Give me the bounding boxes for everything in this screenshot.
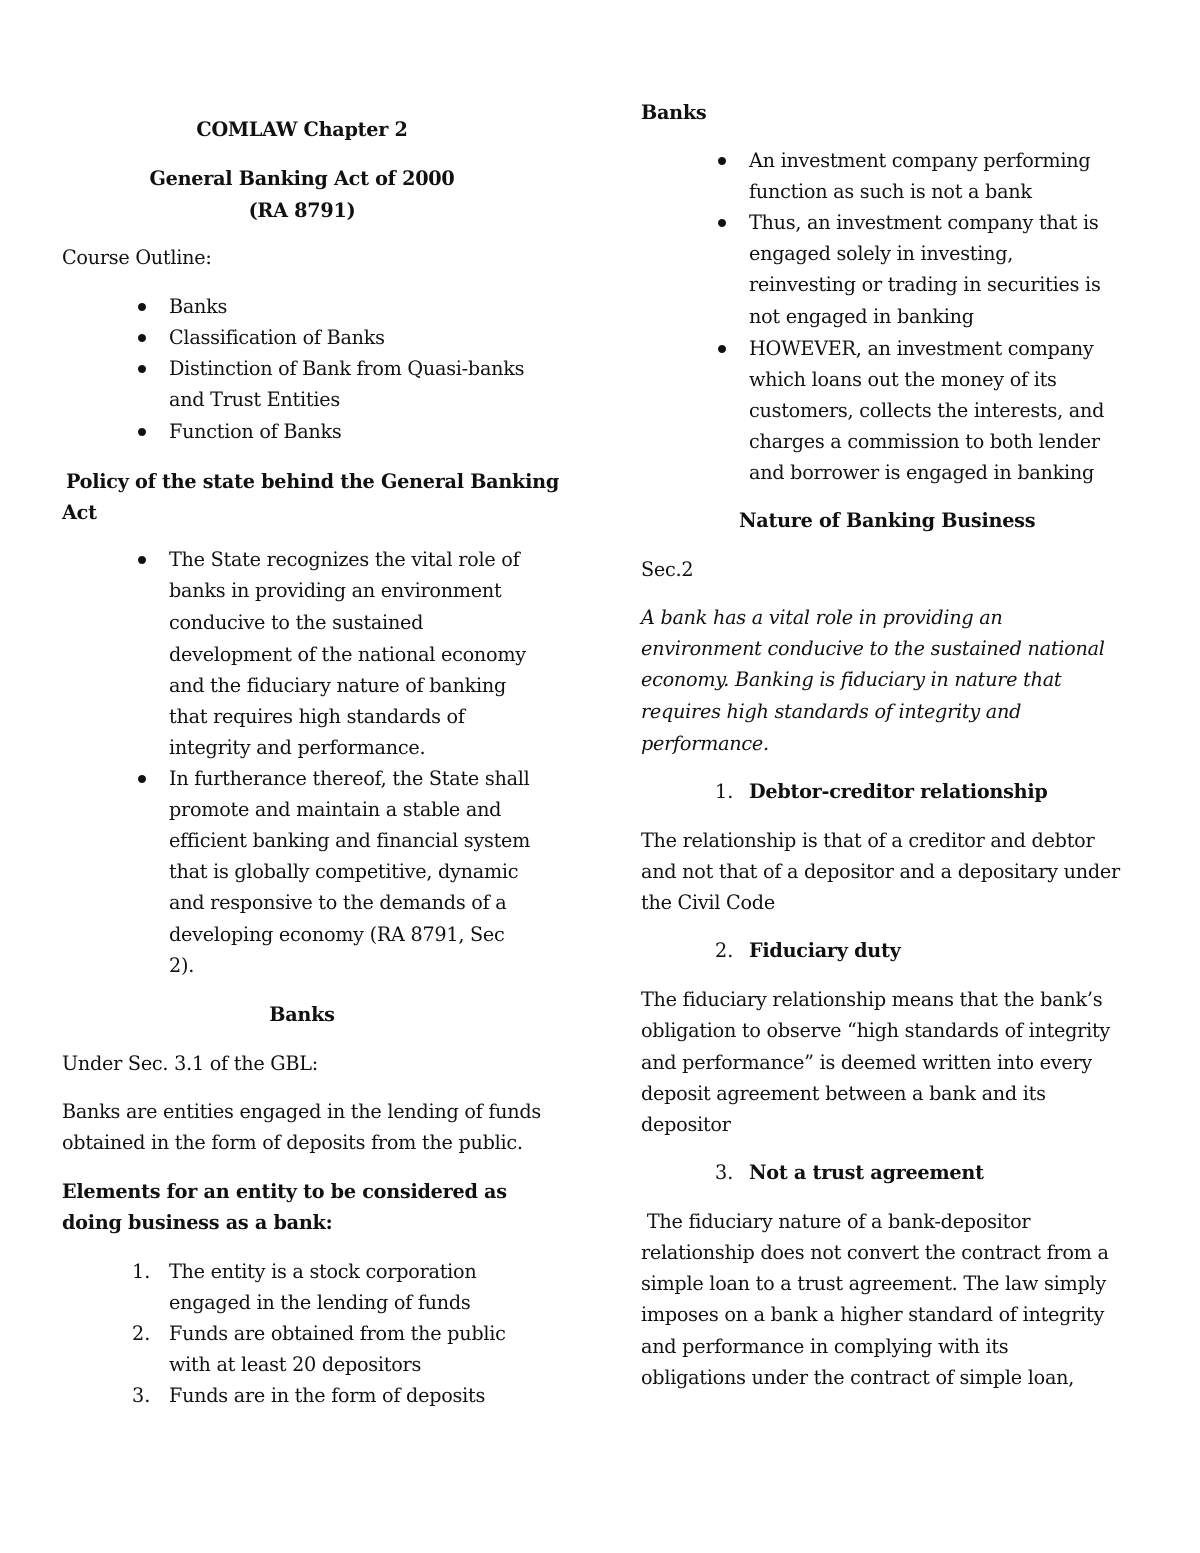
policy-text: that requires high standards of (169, 705, 465, 728)
under-sec-text: Under Sec. 3.1 of the GBL: (62, 1052, 318, 1075)
sec2-text: environment conducive to the sustained national (641, 637, 1105, 660)
list-number: 1. (715, 780, 734, 803)
element-text: engaged in the lending of funds (169, 1291, 471, 1314)
policy-heading: Act (62, 501, 97, 524)
item-body: obligation to observe “high standards of integrity (641, 1019, 1111, 1042)
item-body: imposes on a bank a higher standard of integrity (641, 1303, 1105, 1326)
policy-text: In furtherance thereof, the State shall (169, 767, 530, 790)
nature-heading: Nature of Banking Business (739, 509, 1036, 532)
item-title: Fiduciary duty (749, 939, 901, 962)
bullet-icon (138, 334, 146, 342)
bullet-text: and borrower is engaged in banking (749, 461, 1095, 484)
item-title: Not a trust agreement (749, 1161, 984, 1184)
sec2-text: requires high standards of integrity and (641, 700, 1022, 723)
bullet-text: engaged solely in investing, (749, 242, 1014, 265)
item-body: The relationship is that of a creditor and debtor (641, 829, 1095, 852)
bullet-text: function as such is not a bank (749, 180, 1032, 203)
item-body: simple loan to a trust agreement. The law simply (641, 1272, 1106, 1295)
banks-heading: Banks (641, 101, 707, 124)
item-body: depositor (641, 1113, 731, 1136)
bullet-text: customers, collects the interests, and (749, 399, 1105, 422)
bullet-text: charges a commission to both lender (749, 430, 1100, 453)
policy-text: that is globally competitive, dynamic (169, 860, 519, 883)
element-text: The entity is a stock corporation (169, 1260, 477, 1283)
list-number: 3. (715, 1161, 734, 1184)
bullet-text: HOWEVER, an investment company (749, 337, 1094, 360)
bullet-text: not engaged in banking (749, 305, 974, 328)
sec2-text: economy. Banking is fiduciary in nature that (641, 668, 1062, 691)
item-body: and performance” is deemed written into every (641, 1051, 1092, 1074)
bullet-text: Thus, an investment company that is (749, 211, 1099, 234)
item-body: the Civil Code (641, 891, 775, 914)
sec2-label: Sec.2 (641, 558, 694, 581)
policy-text: The State recognizes the vital role of (169, 548, 520, 571)
bullet-icon (138, 428, 146, 436)
item-body: obligations under the contract of simple loan, (641, 1366, 1075, 1389)
item-body: relationship does not convert the contract from a (641, 1241, 1109, 1264)
outline-item: Banks (169, 295, 228, 318)
list-number: 2. (132, 1322, 151, 1345)
policy-text: conducive to the sustained (169, 611, 424, 634)
bullet-icon (138, 775, 146, 783)
list-number: 2. (715, 939, 734, 962)
elements-heading: doing business as a bank: (62, 1211, 333, 1234)
banks-definition: obtained in the form of deposits from the public. (62, 1131, 523, 1154)
list-number: 1. (132, 1260, 151, 1283)
item-body: The fiduciary relationship means that the bank’s (641, 988, 1103, 1011)
bullet-text: which loans out the money of its (749, 368, 1057, 391)
bullet-icon (138, 556, 146, 564)
outline-item: and Trust Entities (169, 388, 340, 411)
bullet-icon (718, 219, 726, 227)
item-title: Debtor-creditor relationship (749, 780, 1048, 803)
outline-item: Distinction of Bank from Quasi-banks (169, 357, 525, 380)
course-outline-label: Course Outline: (62, 246, 212, 269)
bullet-text: reinvesting or trading in securities is (749, 273, 1101, 296)
sec2-text: performance. (641, 732, 769, 755)
policy-text: banks in providing an environment (169, 579, 502, 602)
document-title: COMLAW Chapter 2 (196, 118, 408, 141)
banks-heading: Banks (269, 1003, 335, 1026)
outline-item: Classification of Banks (169, 326, 385, 349)
item-body: and not that of a depositor and a depositary under (641, 860, 1120, 883)
item-body: deposit agreement between a bank and its (641, 1082, 1046, 1105)
bullet-icon (718, 345, 726, 353)
element-text: Funds are obtained from the public (169, 1322, 506, 1345)
policy-text: integrity and performance. (169, 736, 426, 759)
sec2-text: A bank has a vital role in providing an (641, 606, 1003, 629)
bullet-icon (718, 157, 726, 165)
act-title: General Banking Act of 2000 (149, 167, 455, 190)
item-body: and performance in complying with its (641, 1335, 1009, 1358)
item-body: The fiduciary nature of a bank-depositor (641, 1210, 1031, 1233)
policy-text: efficient banking and financial system (169, 829, 531, 852)
policy-text: developing economy (RA 8791, Sec (169, 923, 505, 946)
bullet-icon (138, 303, 146, 311)
policy-text: 2). (169, 954, 195, 977)
list-number: 3. (132, 1384, 151, 1407)
policy-text: promote and maintain a stable and (169, 798, 502, 821)
bullet-icon (138, 365, 146, 373)
policy-text: and the fiduciary nature of banking (169, 674, 506, 697)
outline-item: Function of Banks (169, 420, 342, 443)
policy-heading: Policy of the state behind the General Banking (66, 470, 560, 493)
banks-definition: Banks are entities engaged in the lending of funds (62, 1100, 542, 1123)
policy-text: development of the national economy (169, 643, 526, 666)
element-text: with at least 20 depositors (169, 1353, 422, 1376)
bullet-text: An investment company performing (749, 149, 1091, 172)
ra-number: (RA 8791) (248, 199, 356, 222)
policy-text: and responsive to the demands of a (169, 891, 507, 914)
elements-heading: Elements for an entity to be considered as (62, 1180, 507, 1203)
element-text: Funds are in the form of deposits (169, 1384, 486, 1407)
